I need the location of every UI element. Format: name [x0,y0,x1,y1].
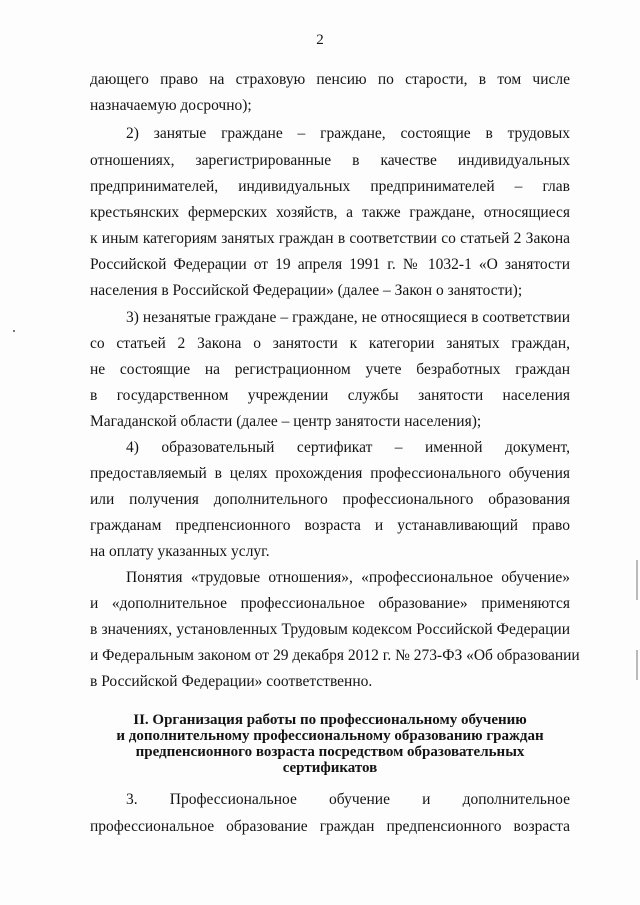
text-line: отношениях, зарегистрированные в качестве индивидуальных [90,152,570,169]
section-heading-line: предпенсионного возраста посредством образовательных [135,744,525,760]
text-line: дающего право на страховую пенсию по старости, в том числе [90,71,570,88]
scan-speck [13,330,15,332]
text-line: гражданам предпенсионного возраста и устанавливающий право [90,517,570,534]
text-line: в государственном учреждении службы занятости населения [90,387,570,404]
section-heading-line: сертификатов [282,760,378,776]
page-number: 2 [316,32,324,48]
text-line: профессиональное образование граждан предпенсионного возраста [90,818,570,835]
text-line: в значениях, установленных Трудовым кодексом Российской Федерации [90,621,570,638]
text-line: со статьей 2 Закона о занятости к категории занятых граждан, [90,335,570,352]
text-line: Российской Федерации от 19 апреля 1991 г. № 1032-1 «О занятости [90,256,570,273]
text-line: 4) образовательный сертификат – именной документ, [126,439,570,456]
text-line: населения в Российской Федерации» (далее – Закон о занятости); [90,282,523,299]
text-line: к иным категориям занятых граждан в соответствии со статьей 2 Закона [90,230,570,247]
text-line: не состоящие на регистрационном учете безработных граждан [90,361,570,378]
text-line: крестьянских фермерских хозяйств, а также граждане, относящиеся [90,204,570,221]
text-line: назначаемую досрочно); [90,97,252,114]
text-line: в Российской Федерации» соответственно. [90,673,373,690]
text-line: и Федеральным законом от 29 декабря 2012 г. № 273-ФЗ «Об образовании [90,647,580,664]
text-line: Магаданской области (далее – центр занятости населения); [90,413,482,430]
text-line: 3) незанятые граждане – граждане, не относящиеся в соответствии [126,309,570,326]
text-line: Понятия «трудовые отношения», «профессиональное обучение» [126,569,570,586]
text-line: 2) занятые граждане – граждане, состоящие в трудовых [126,125,570,142]
section-heading-line: II. Организация работы по профессиональному обучению [133,712,527,728]
text-line: или получения дополнительного профессионального образования [90,491,570,508]
scan-edge-mark [636,650,638,680]
text-line: 3. Профессиональное обучение и дополнительное [126,791,570,808]
text-line: предпринимателей, индивидуальных предпринимателей – глав [90,178,570,195]
scan-edge-mark [636,560,638,600]
text-line: и «дополнительное профессиональное образование» применяются [90,595,570,612]
text-line: на оплату указанных услуг. [90,543,270,560]
text-line: предоставляемый в целях прохождения профессионального обучения [90,465,570,482]
section-heading-line: и дополнительному профессиональному образованию граждан [116,728,544,744]
